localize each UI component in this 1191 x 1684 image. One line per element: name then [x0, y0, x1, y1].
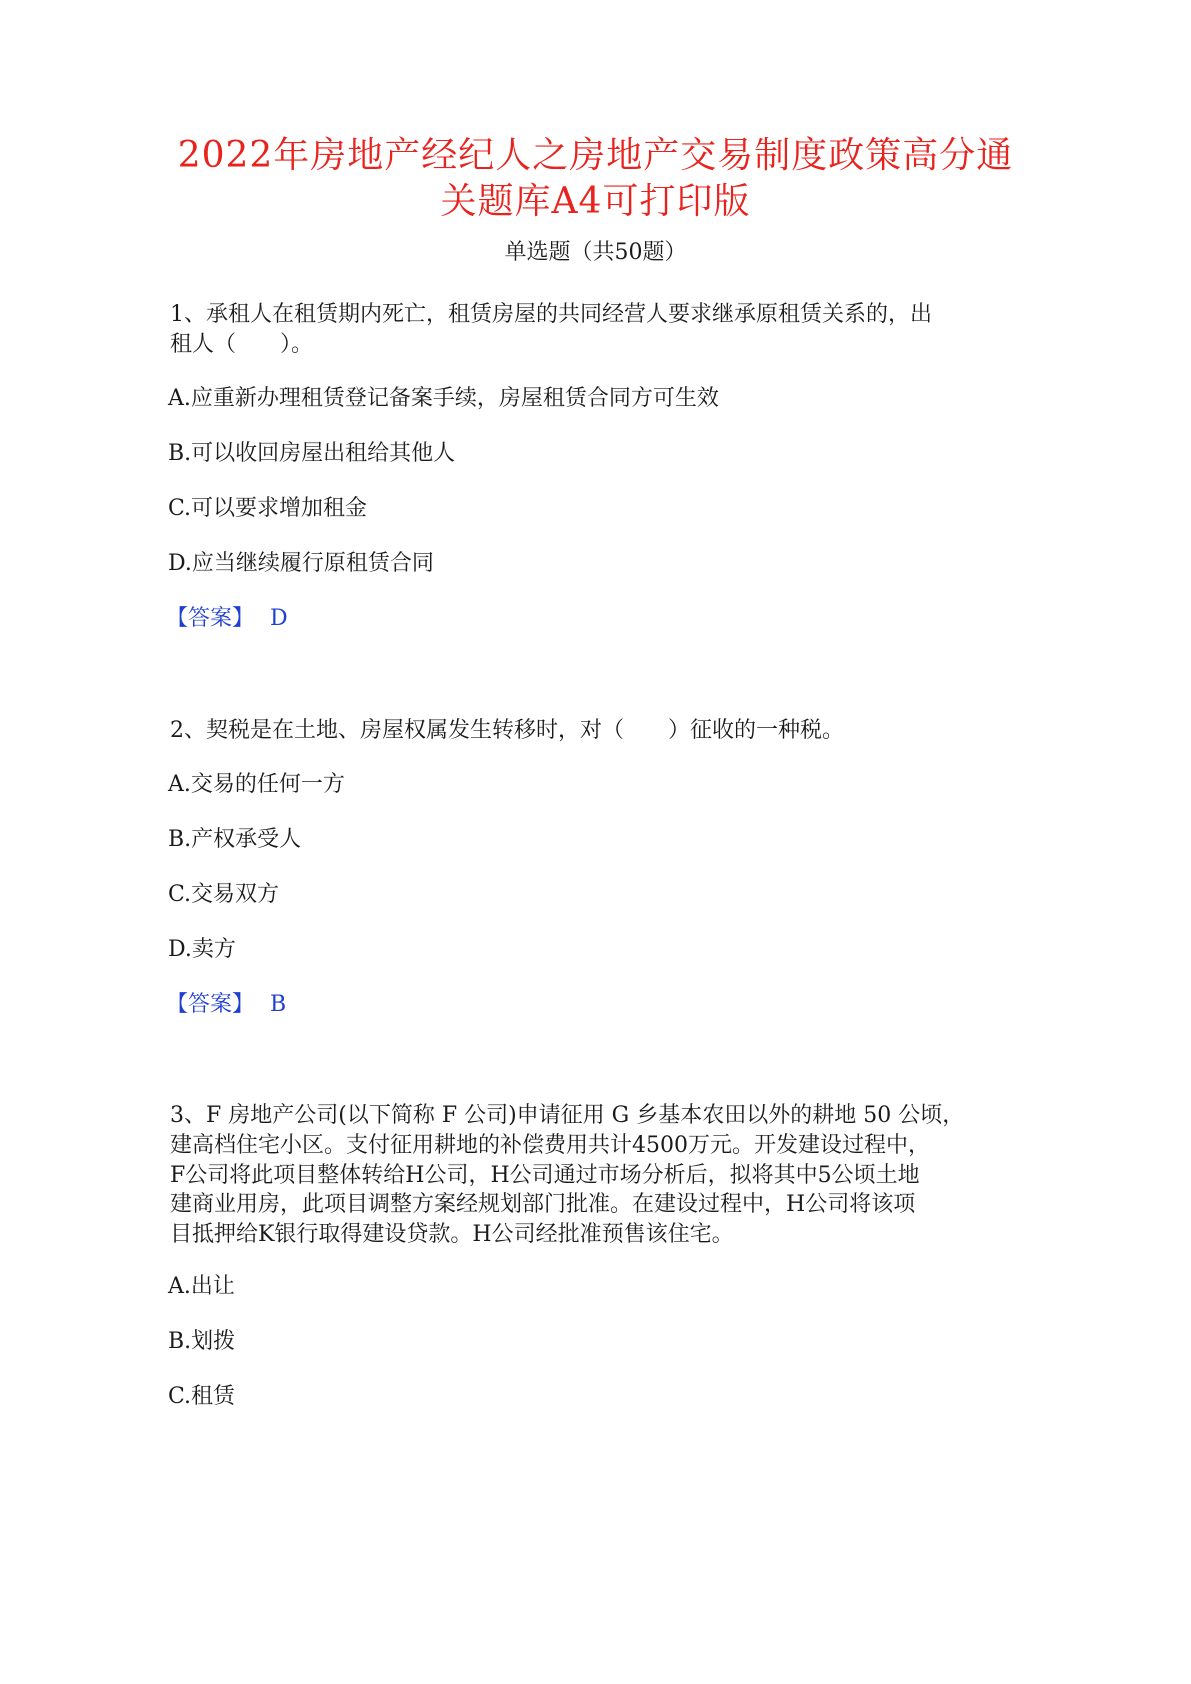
- q2-stem-line-1: 2、契税是在土地、房屋权属发生转移时，对（ ）征收的一种税。: [170, 718, 844, 743]
- q3-stem-line-3: F公司将此项目整体转给H公司，H公司通过市场分析后，拟将其中5公顷土地: [170, 1163, 920, 1188]
- q1-option-d: D.应当继续履行原租赁合同: [168, 551, 434, 576]
- q2-answer-label: 【答案】: [166, 992, 255, 1017]
- q1-stem-line-1: 1、承租人在租赁期内死亡，租赁房屋的共同经营人要求继承原租赁关系的，出: [170, 302, 932, 327]
- q1-answer-label: 【答案】: [166, 606, 255, 631]
- q1-stem-line-2: 租人（ ）。: [170, 332, 314, 357]
- q2-option-a: A.交易的任何一方: [168, 772, 345, 797]
- q1-answer-value: D: [270, 606, 288, 631]
- q3-option-b: B.划拨: [168, 1329, 236, 1354]
- q2-answer: [166, 990, 286, 1020]
- q2-option-c: C.交易双方: [168, 882, 280, 907]
- q1-option-a: A.应重新办理租赁登记备案手续，房屋租赁合同方可生效: [168, 386, 719, 411]
- document-title-line-2: 关题库A4可打印版: [440, 181, 751, 222]
- q2-option-d: D.卖方: [168, 937, 236, 962]
- q1-option-c: C.可以要求增加租金: [168, 496, 368, 521]
- q3-stem-line-5: 目抵押给K银行取得建设贷款。H公司经批准预售该住宅。: [170, 1222, 734, 1247]
- q3-stem-line-1: 3、F 房地产公司(以下简称 F 公司)申请征用 G 乡基本农田以外的耕地 50 公顷，: [170, 1103, 965, 1128]
- document-title-line-1: 2022年房地产经纪人之房地产交易制度政策高分通: [177, 135, 1014, 176]
- q3-stem-line-2: 建高档住宅小区。支付征用耕地的补偿费用共计4500万元。开发建设过程中，: [170, 1133, 930, 1158]
- q2-option-b: B.产权承受人: [168, 827, 302, 852]
- q1-answer: [166, 604, 288, 634]
- q3-option-a: A.出让: [168, 1274, 235, 1299]
- q2-answer-value: B: [270, 992, 287, 1017]
- section-heading: 单选题（共50题）: [504, 240, 687, 265]
- q1-option-b: B.可以收回房屋出租给其他人: [168, 441, 456, 466]
- q3-stem-line-4: 建商业用房，此项目调整方案经规划部门批准。在建设过程中，H公司将该项: [170, 1192, 916, 1217]
- q3-option-c: C.租赁: [168, 1384, 236, 1409]
